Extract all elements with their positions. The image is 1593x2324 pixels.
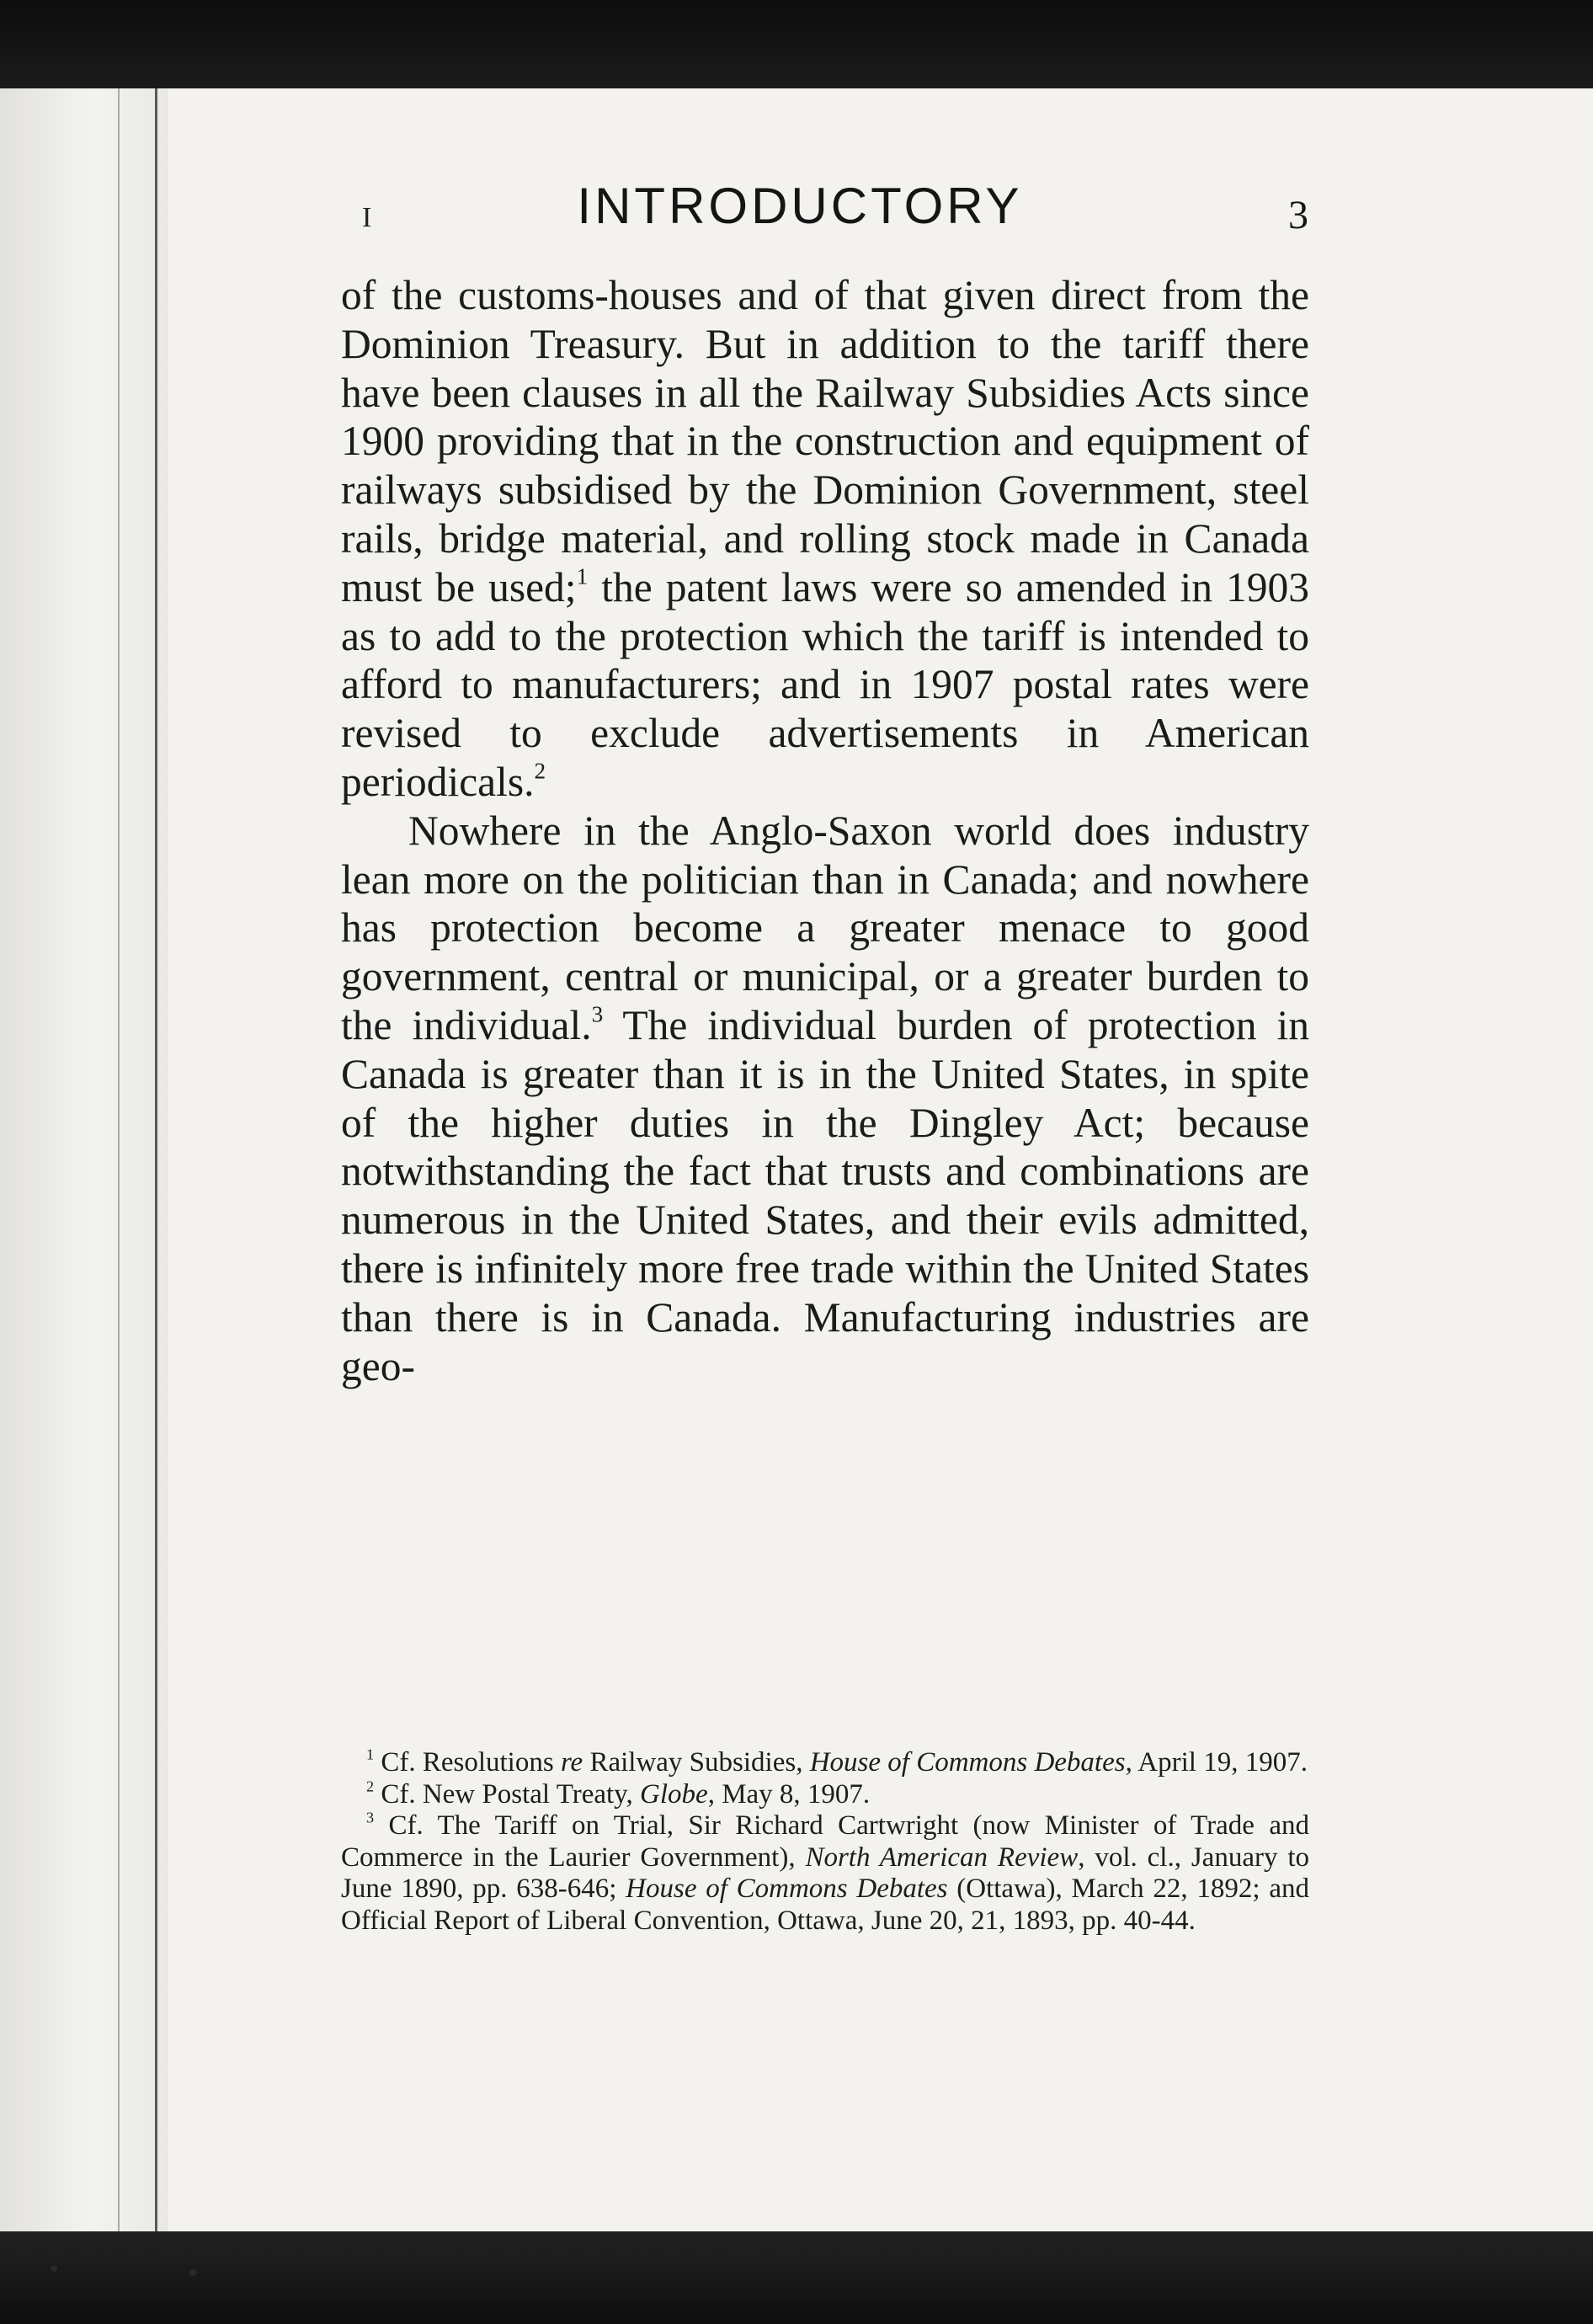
footnote-source: North American Review bbox=[805, 1842, 1079, 1873]
footnote-text: Cf. New Postal Treaty, bbox=[374, 1778, 641, 1810]
paragraph-2 bbox=[341, 807, 1309, 1391]
running-title: INTRODUCTORY bbox=[577, 178, 1023, 234]
footnote-3 bbox=[341, 1810, 1309, 1937]
scan-border-top bbox=[0, 0, 1593, 93]
footnote-source: House of Commons Debates bbox=[809, 1747, 1126, 1778]
scan-speck bbox=[51, 2265, 57, 2272]
footnote-ref-3: 3 bbox=[591, 1001, 604, 1027]
binding-shadow bbox=[118, 88, 120, 2240]
binding-edge bbox=[155, 88, 157, 2240]
paragraph-text: of the customs-houses and of that given direct from the Dominion Treasury. But in addition to the tariff there have been clauses in all the Railway Subsidies Acts since 1900 providing that in the construction and equipment of railways subsidised by the Dominion Government, steel rails, bridge material, and rolling stock made in Canada must be used; bbox=[341, 272, 1309, 610]
footnote-source: House of Commons Debates bbox=[626, 1874, 948, 1904]
footnote-text: re bbox=[560, 1747, 583, 1778]
body-text bbox=[341, 271, 1309, 1736]
paragraph-text: The individual burden of protection in Canada is greater than it is in the United States, in spite of the higher duties in the Dingley Act; because notwithstanding the fact that trusts and combinations are numerous in the United States, and their evils admitted, there is infinitely more free trade within the United States than there is in Canada. Manufacturing industries are geo- bbox=[341, 1001, 1309, 1389]
paragraph-1 bbox=[341, 271, 1309, 807]
footnote-1 bbox=[341, 1747, 1309, 1779]
footnote-number: 3 bbox=[366, 1809, 375, 1826]
footnote-2 bbox=[341, 1779, 1309, 1811]
scan-border-bottom bbox=[0, 2231, 1593, 2324]
running-head bbox=[354, 177, 1322, 253]
footnote-text: (Ottawa), March 22, 1892; and Official Report of Liberal Convention, Ottawa, June 20, 21, 1893, pp. 40-44. bbox=[341, 1874, 1309, 1936]
chapter-mark: I bbox=[362, 202, 372, 233]
footnote-ref-1: 1 bbox=[576, 563, 589, 589]
scan-speck bbox=[189, 2269, 196, 2276]
footnote-text: Cf. Resolutions bbox=[374, 1747, 561, 1778]
footnote-text: , May 8, 1907. bbox=[707, 1778, 871, 1810]
page-gutter bbox=[0, 88, 168, 2240]
paragraph-text: Nowhere in the Anglo-Saxon world does industry lean more on the politician than in Canada; and nowhere has protection become a greater menace to good government, central or municipal, or a greater burden to the individual. bbox=[341, 807, 1309, 1048]
footnote-number: 1 bbox=[366, 1746, 375, 1763]
footnote-text: Cf. The Tariff on Trial, Sir Richard Cartwright (now Minister of Trade and Commerce in the Laurier Government), bbox=[341, 1810, 1309, 1873]
footnote-number: 2 bbox=[366, 1777, 375, 1794]
footnote-text: , vol. cl., January to June 1890, pp. 638-646; bbox=[341, 1842, 1310, 1904]
footnote-ref-2: 2 bbox=[534, 758, 546, 784]
page-number: 3 bbox=[1288, 193, 1308, 237]
footnote-text: , April 19, 1907. bbox=[1125, 1747, 1308, 1778]
footnote-source: Globe bbox=[640, 1778, 708, 1810]
footnotes bbox=[341, 1747, 1309, 2050]
footnote-text: Railway Subsidies, bbox=[583, 1747, 810, 1778]
paragraph-text: the patent laws were so amended in 1903 as to add to the protection which the tariff is intended to afford to manufacturers; and in 1907 postal rates were revised to exclude advertisements in American periodicals. bbox=[341, 563, 1309, 805]
